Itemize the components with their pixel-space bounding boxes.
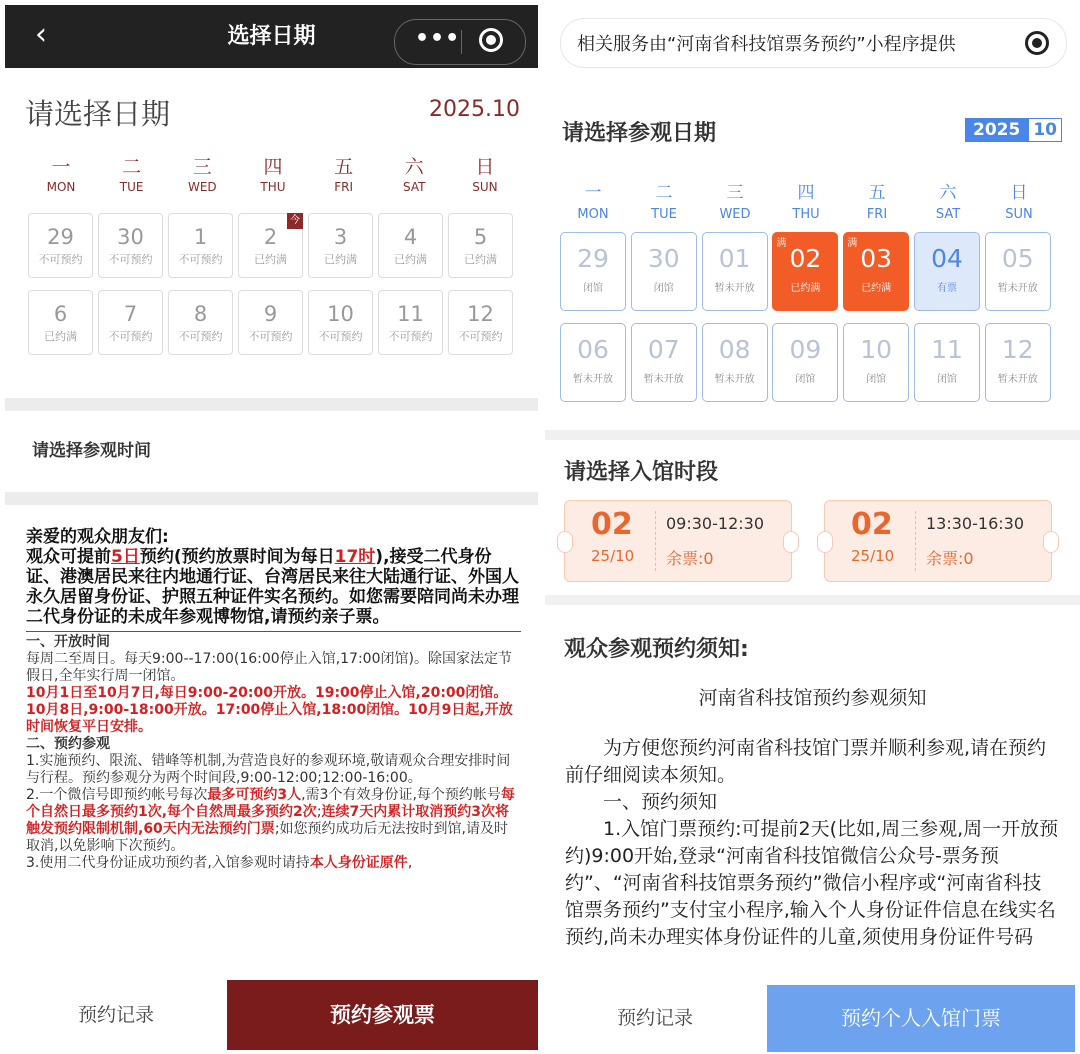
- day-number: 03: [860, 244, 893, 273]
- day-number: 11: [931, 335, 963, 364]
- calendar-day[interactable]: [98, 290, 163, 355]
- booking-records-button[interactable]: 预约记录: [616, 1007, 693, 1029]
- day-number: 11: [397, 302, 424, 326]
- service-provider-bar[interactable]: [560, 18, 1067, 68]
- month-label: 10: [1028, 118, 1062, 142]
- book-ticket-button[interactable]: 预约个人入馆门票: [767, 985, 1075, 1052]
- date-section-title: 请选择参观日期: [562, 121, 717, 146]
- calendar-day[interactable]: [448, 213, 513, 278]
- weekday-cn: 六: [939, 183, 957, 203]
- weekday-en: WED: [719, 207, 751, 222]
- day-number: 12: [1001, 335, 1034, 364]
- day-number: 6: [53, 302, 68, 326]
- day-number: 8: [193, 302, 208, 326]
- calendar-day[interactable]: [378, 290, 443, 355]
- weekday-cn: 一: [584, 183, 602, 203]
- reservation-rule-3: 3.使用二代身份证成功预约者,入馆参观时请持本人身份证原件,: [26, 855, 413, 871]
- day-number: 1: [193, 225, 208, 249]
- release-hour: 17时: [334, 547, 376, 567]
- day-status: 暂未开放: [714, 374, 755, 385]
- day-status: 不可预约: [178, 330, 223, 343]
- weekday: [240, 152, 306, 197]
- day-status: 不可预约: [248, 330, 293, 343]
- capsule-divider: [461, 30, 462, 54]
- weekday: [311, 152, 377, 197]
- weekday: [452, 152, 518, 197]
- day-status: 已约满: [464, 253, 497, 266]
- time-section-title: 请选择参观时间: [32, 441, 151, 461]
- reservation-heading: 二、预约参观: [26, 736, 110, 752]
- day-number: 10: [327, 302, 354, 326]
- day-status: 闭馆: [936, 374, 957, 385]
- day-status: 闭馆: [866, 374, 887, 385]
- calendar-day[interactable]: [843, 232, 909, 311]
- page-title: 选择日期: [227, 24, 316, 49]
- weekday-cn: 日: [475, 156, 495, 178]
- today-badge: 今: [287, 213, 303, 229]
- day-number: 06: [577, 335, 609, 364]
- weekday-en: MON: [577, 207, 609, 222]
- slot-day: 02: [591, 507, 633, 542]
- day-number: 5: [473, 225, 488, 249]
- calendar-day[interactable]: [308, 290, 373, 355]
- calendar-day[interactable]: [168, 290, 233, 355]
- target-icon[interactable]: [1025, 31, 1049, 55]
- day-number: 30: [117, 225, 144, 249]
- day-status: 暂未开放: [643, 374, 684, 385]
- calendar-day[interactable]: [560, 323, 626, 402]
- notice-heading: 一、预约须知: [603, 791, 718, 813]
- service-provider-text: 相关服务由“河南省科技馆票务预约”小程序提供: [577, 34, 956, 55]
- day-status: 闭馆: [583, 283, 603, 294]
- weekday-en: SUN: [1005, 207, 1033, 222]
- day-number: 30: [647, 244, 680, 273]
- calendar-grid: [560, 232, 1052, 402]
- notice-paragraph: 1.入馆门票预约:可提前2天(比如,周三参观,周一开放预约)9:00开始,登录“河南省科技馆微信公众号-票务预约”、“河南省科技馆票务预约”微信小程序或“河南省科技馆票务预约”支付宝小程序,输入个人身份证件信息在线实名预约,尚未办理实体身份证件的儿童,须使用身份证件号码: [565, 818, 1059, 948]
- target-icon[interactable]: [479, 28, 503, 52]
- day-number: 08: [718, 335, 751, 364]
- calendar-day[interactable]: [843, 323, 909, 402]
- book-ticket-button[interactable]: 预约参观票: [227, 980, 538, 1050]
- notice-intro: 观众可提前5日预约(预约放票时间为每日17时),接受二代身份证、港澳居民来往内地通行证、台湾居民来往大陆通行证、外国人永久居留身份证、护照五种证件实名预约。如您需要陪同尚未办理二代身份证的未成年参观博物馆,请预约亲子票。: [26, 547, 519, 627]
- slot-time: 13:30-16:30: [926, 514, 1024, 533]
- weekday-cn: 四: [797, 183, 815, 203]
- section-divider: [5, 398, 538, 411]
- weekday-cn: 一: [51, 156, 71, 178]
- weekday-en: FRI: [866, 207, 888, 222]
- calendar-grid: [28, 213, 518, 355]
- day-status: 不可预约: [388, 330, 433, 343]
- weekday-cn: 四: [263, 156, 283, 178]
- day-status: 不可预约: [458, 330, 503, 343]
- calendar-day[interactable]: [378, 213, 443, 278]
- day-status: 有票: [936, 283, 957, 294]
- time-slot-card[interactable]: [564, 500, 792, 582]
- calendar-day[interactable]: [98, 213, 163, 278]
- day-status: 不可预约: [318, 330, 363, 343]
- slot-section-title: 请选择入馆时段: [564, 460, 719, 485]
- day-number: 10: [860, 335, 893, 364]
- calendar-day[interactable]: [914, 323, 980, 402]
- day-number: 04: [931, 244, 963, 273]
- slot-year-month: 25/10: [851, 547, 895, 565]
- weekday-en: TUE: [119, 180, 144, 194]
- notice-body: [565, 735, 1060, 951]
- day-status: 暂未开放: [997, 283, 1038, 294]
- weekday: [631, 178, 697, 222]
- slot-time: 09:30-12:30: [666, 514, 764, 533]
- slot-year-month: 25/10: [591, 547, 635, 565]
- day-status: 不可预约: [108, 253, 153, 266]
- visit-notice: [26, 527, 521, 872]
- weekday-en: THU: [792, 207, 820, 222]
- day-status: 已约满: [394, 253, 427, 266]
- weekday-cn: 日: [1010, 183, 1028, 203]
- weekday: [28, 152, 94, 197]
- calendar-day[interactable]: [914, 232, 980, 311]
- weekday: [381, 152, 447, 197]
- day-status: 不可预约: [108, 330, 153, 343]
- weekday-header: [560, 178, 1052, 222]
- bottom-bar: [5, 980, 538, 1050]
- day-status: 闭馆: [653, 283, 674, 294]
- time-slot-card[interactable]: [824, 500, 1052, 582]
- booking-records-button[interactable]: 预约记录: [77, 1004, 154, 1026]
- weekday-en: MON: [46, 180, 76, 194]
- weekday-en: SUN: [472, 180, 498, 194]
- section-divider: [5, 492, 538, 505]
- title-bar: [5, 5, 538, 68]
- more-dots-icon[interactable]: •••: [415, 26, 461, 51]
- day-status: 已约满: [254, 253, 287, 266]
- back-icon[interactable]: ‹: [35, 17, 47, 52]
- weekday: [99, 152, 165, 197]
- weekday-en: SAT: [403, 180, 426, 194]
- slot-divider: [915, 511, 916, 571]
- reservation-rule-2: 2.一个微信号即预约帐号每次最多可预约3人,需3个有效身份证,每个预约帐号每个自然日最多预约1次,每个自然周最多预约2次;连续7天内累计取消预约3次将触发预约限制机制,60天内无法预约门票;如您预约成功后无法按时到馆,请及时取消,以免影响下次预约。: [26, 787, 515, 854]
- section-divider: [545, 430, 1080, 440]
- calendar-day[interactable]: [238, 213, 303, 278]
- slot-remaining: 余票:0: [926, 549, 974, 568]
- ticket-notch: [1043, 531, 1059, 553]
- weekday-cn: 二: [655, 183, 673, 203]
- full-tag: 满: [776, 238, 787, 249]
- calendar-day[interactable]: [631, 232, 697, 311]
- weekday-en: SAT: [935, 207, 961, 222]
- weekday: [773, 178, 839, 222]
- date-section-title: 请选择日期: [25, 97, 171, 131]
- day-status: 已约满: [44, 330, 77, 343]
- weekday-en: WED: [187, 180, 217, 194]
- calendar-day[interactable]: [985, 232, 1051, 311]
- calendar-day[interactable]: [631, 323, 697, 402]
- day-number: 12: [467, 302, 494, 326]
- month-label[interactable]: 2025.10: [429, 97, 520, 122]
- weekday-cn: 三: [726, 183, 744, 203]
- day-number: 4: [403, 225, 418, 249]
- day-number: 3: [333, 225, 348, 249]
- right-screen: [545, 0, 1080, 1054]
- divider-line: [26, 631, 521, 632]
- day-number: 09: [789, 335, 822, 364]
- opening-hours-heading: 一、开放时间: [26, 634, 110, 650]
- day-status: 不可预约: [178, 253, 223, 266]
- day-number: 29: [577, 244, 609, 273]
- day-number: 29: [47, 225, 74, 249]
- weekday-en: THU: [260, 180, 286, 194]
- weekday: [915, 178, 981, 222]
- day-status: 暂未开放: [573, 374, 613, 385]
- calendar-day[interactable]: [238, 290, 303, 355]
- notice-title: 观众参观预约须知:: [564, 637, 749, 662]
- weekday: [169, 152, 235, 197]
- advance-days: 5日: [111, 547, 140, 567]
- opening-hours-text: 每周二至周日。每天9:00--17:00(16:00停止入馆,17:00闭馆)。除国家法定节假日,全年实行周一闭馆。: [26, 651, 512, 684]
- calendar-day[interactable]: [308, 213, 373, 278]
- calendar-day[interactable]: [560, 232, 626, 311]
- day-status: 不可预约: [38, 253, 83, 266]
- miniprogram-capsule: [394, 19, 526, 65]
- day-status: 已约满: [324, 253, 357, 266]
- notice-subtitle: 河南省科技馆预约参观须知: [698, 687, 927, 709]
- weekday-cn: 五: [868, 183, 886, 203]
- calendar-day[interactable]: [772, 323, 838, 402]
- year-label: 2025: [965, 118, 1028, 142]
- section-divider: [545, 595, 1080, 605]
- weekday-cn: 六: [404, 156, 424, 178]
- reservation-rule-1: 1.实施预约、限流、错峰等机制,为营造良好的参观环境,敬请观众合理安排时间与行程。预约参观分为两个时间段,9:00-12:00;12:00-16:00。: [26, 753, 511, 786]
- weekday-header: [28, 152, 518, 197]
- day-number: 05: [1001, 244, 1034, 273]
- slot-remaining: 余票:0: [666, 549, 714, 568]
- weekday: [560, 178, 626, 222]
- day-status: 暂未开放: [714, 283, 755, 294]
- weekday-en: FRI: [334, 180, 354, 194]
- day-number: 01: [718, 244, 751, 273]
- calendar-day[interactable]: [702, 323, 768, 402]
- calendar-day[interactable]: [772, 232, 838, 311]
- day-status: 已约满: [790, 283, 821, 294]
- calendar-day[interactable]: [985, 323, 1051, 402]
- calendar-day[interactable]: [448, 290, 513, 355]
- calendar-day[interactable]: [702, 232, 768, 311]
- day-number: 9: [263, 302, 278, 326]
- slot-divider: [655, 511, 656, 571]
- ticket-notch: [557, 531, 573, 553]
- year-month-badge[interactable]: [965, 118, 1062, 142]
- calendar-day[interactable]: [28, 290, 93, 355]
- day-number: 7: [123, 302, 138, 326]
- calendar-day[interactable]: [168, 213, 233, 278]
- day-number: 02: [789, 244, 822, 273]
- weekday-cn: 三: [192, 156, 212, 178]
- day-status: 闭馆: [795, 374, 816, 385]
- slot-day: 02: [851, 507, 893, 542]
- bottom-bar: [545, 985, 1080, 1052]
- day-status: 暂未开放: [997, 374, 1038, 385]
- ticket-notch: [783, 531, 799, 553]
- weekday: [986, 178, 1052, 222]
- full-tag: 满: [847, 238, 858, 249]
- weekday-en: TUE: [651, 207, 677, 222]
- weekday: [702, 178, 768, 222]
- weekday-cn: 五: [334, 156, 354, 178]
- ticket-notch: [817, 531, 833, 553]
- day-number: 2: [263, 225, 278, 249]
- day-status: 已约满: [861, 283, 892, 294]
- weekday-cn: 二: [122, 156, 142, 178]
- holiday-hours-text: 10月1日至10月7日,每日9:00-20:00开放。19:00停止入馆,20:00闭馆。10月8日,9:00-18:00开放。17:00停止入馆,18:00闭馆。10月9日起,开放时间恢复平日安排。: [26, 685, 513, 735]
- day-number: 07: [647, 335, 680, 364]
- notice-paragraph: 为方便您预约河南省科技馆门票并顺利参观,请在预约前仔细阅读本须知。: [565, 737, 1047, 786]
- notice-greeting: 亲爱的观众朋友们:: [26, 527, 169, 547]
- weekday: [844, 178, 910, 222]
- calendar-day[interactable]: [28, 213, 93, 278]
